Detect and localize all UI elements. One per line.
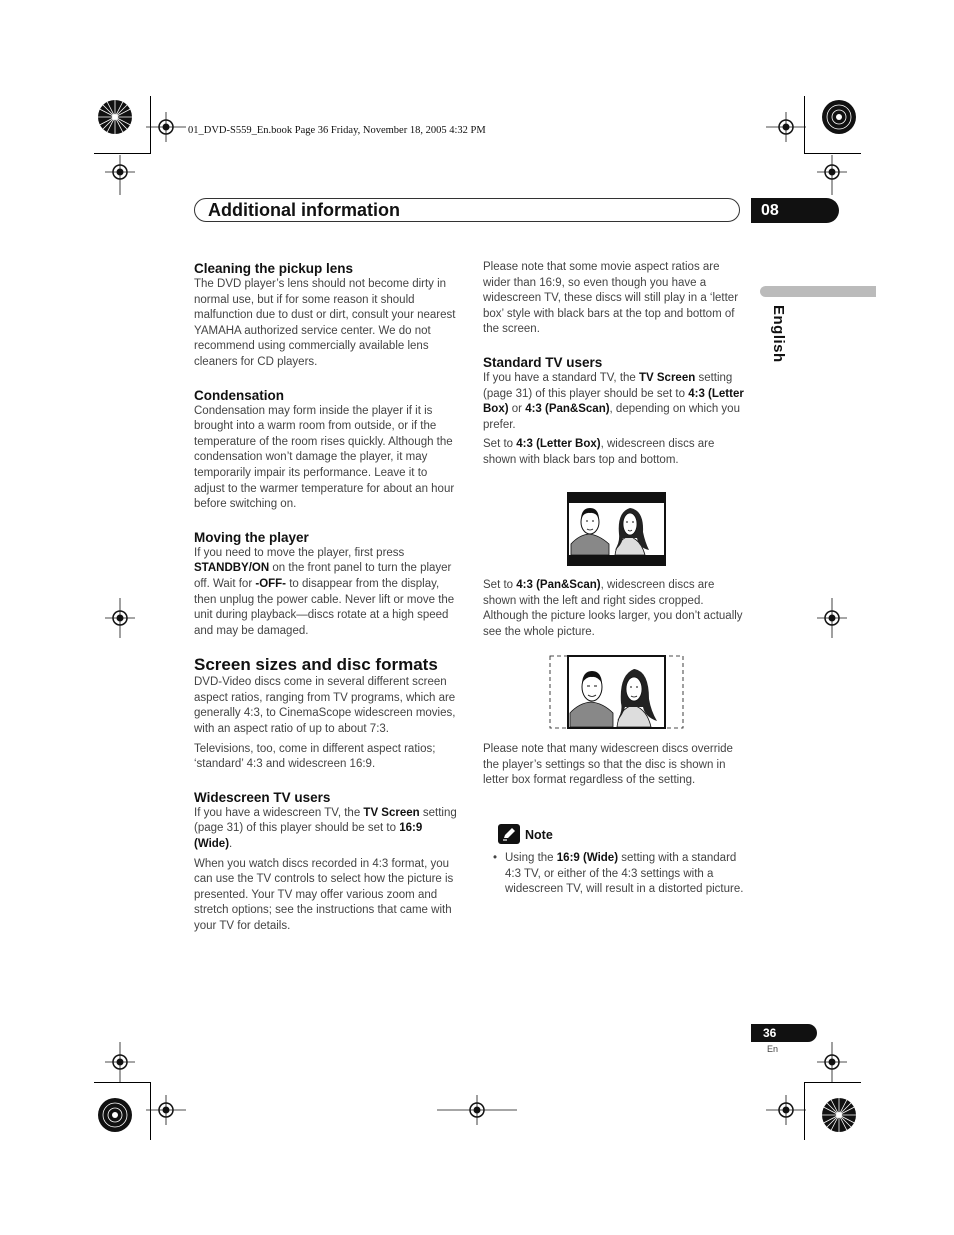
- note-bullet: •: [493, 852, 498, 864]
- crosshair-icon: [817, 155, 847, 195]
- crosshair-icon: [146, 112, 186, 142]
- widescreen-body-2: When you watch discs recorded in 4:3 format, you can use the TV controls to select how the picture is presented. Your TV may offer various zoom and stretch options; see the instructions that came with your TV for details.: [194, 857, 454, 932]
- aspect-intro: Please note that some movie aspect ratios are wider than 16:9, so even though you have a widescreen TV, these discs will still play in a ‘letter box’ style with black bars at the top and bottom of the screen.: [483, 261, 739, 336]
- language-label: English: [770, 305, 787, 363]
- crosshair-icon: [437, 1095, 517, 1125]
- standard-heading: Standard TV users: [483, 354, 603, 370]
- crosshair-icon: [146, 1095, 186, 1125]
- standard-body: If you have a standard TV, the TV Screen setting (page 31) of this player should be set to 4:3 (Letter Box) or 4:3 (Pan&Scan), depending on which you prefer.: [483, 371, 744, 431]
- crosshair-icon: [817, 1042, 847, 1082]
- crosshair-icon: [105, 155, 135, 195]
- panscan-body: Set to 4:3 (Pan&Scan), widescreen discs are shown with the left and right sides cropped. Although the picture looks larger, you don’t actually see the whole picture.: [483, 579, 743, 638]
- language-tab: [760, 286, 876, 297]
- panscan-text-block: [483, 578, 749, 640]
- moving-heading: Moving the player: [194, 529, 309, 545]
- crosshair-icon: [766, 112, 806, 142]
- panscan-illustration: [549, 655, 684, 729]
- override-text-block: [483, 742, 749, 789]
- widescreen-heading: Widescreen TV users: [194, 789, 331, 805]
- right-column-top: [483, 260, 749, 469]
- screen-sizes-body-2: Televisions, too, come in different aspect ratios; ‘standard’ 4:3 and widescreen 16:9.: [194, 742, 436, 771]
- crosshair-icon: [105, 598, 135, 638]
- condensation-heading: Condensation: [194, 387, 284, 403]
- chapter-number: 08: [751, 198, 839, 223]
- screen-sizes-body-1: DVD-Video discs come in several different screen aspect ratios, ranging from TV programs, which are generally 4:3, to CinemaScope widescreen movies, with an aspect ratio of up to about 7:3.: [194, 676, 456, 736]
- condensation-body: Condensation may form inside the player if it is brought into a warm room from outside, or if the temperature of the room rises quickly. Although the condensation won’t damage the player, it may temporarily impair its performance. Leave it to adjust to the warmer temperature for about an hour before switching on.: [194, 404, 455, 511]
- crosshair-icon: [817, 598, 847, 638]
- page-language-code: En: [767, 1044, 779, 1054]
- page-number: 36: [751, 1024, 817, 1042]
- registration-star-icon: [97, 1097, 133, 1133]
- cleaning-body: The DVD player’s lens should not become dirty in normal use, but if for some reason it should malfunction due to dust or dirt, consult your nearest YAMAHA authorized service center. We do not recommend using commercially available lens cleaners for CD players.: [194, 278, 456, 368]
- registration-star-icon: [821, 1097, 857, 1133]
- note-pencil-icon: [498, 824, 520, 844]
- crosshair-icon: [766, 1095, 806, 1125]
- left-column: [194, 260, 460, 935]
- section-title: Additional information: [208, 200, 400, 220]
- registration-star-icon: [821, 99, 857, 135]
- cleaning-heading: Cleaning the pickup lens: [194, 261, 354, 276]
- screen-sizes-heading: Screen sizes and disc formats: [194, 655, 438, 675]
- letterbox-body: Set to 4:3 (Letter Box), widescreen discs are shown with black bars top and bottom.: [483, 438, 715, 466]
- note-title: Note: [525, 828, 553, 842]
- note-text-block: [505, 851, 751, 898]
- widescreen-body-1: If you have a widescreen TV, the TV Screen setting (page 31) of this player should be set to 16:9 (Wide).: [194, 806, 457, 851]
- override-body: Please note that many widescreen discs override the player’s settings so that the disc is shown in letter box format regardless of the setting.: [483, 743, 733, 787]
- moving-body: If you need to move the player, first press STANDBY/ON on the front panel to turn the player off. Wait for -OFF- to disappear from the display, then unplug the power cable. Never lift or move the unit during playback—discs rotate at a high speed and may be damaged.: [194, 546, 455, 637]
- crosshair-icon: [105, 1042, 135, 1082]
- note-body: Using the 16:9 (Wide) setting with a standard 4:3 TV, or either of the 4:3 settings with a widescreen TV, will result in a distorted picture.: [505, 852, 744, 896]
- book-info-line: 01_DVD-S559_En.book Page 36 Friday, November 18, 2005 4:32 PM: [188, 125, 486, 136]
- registration-star-icon: [97, 99, 133, 135]
- letterbox-illustration: [567, 492, 666, 566]
